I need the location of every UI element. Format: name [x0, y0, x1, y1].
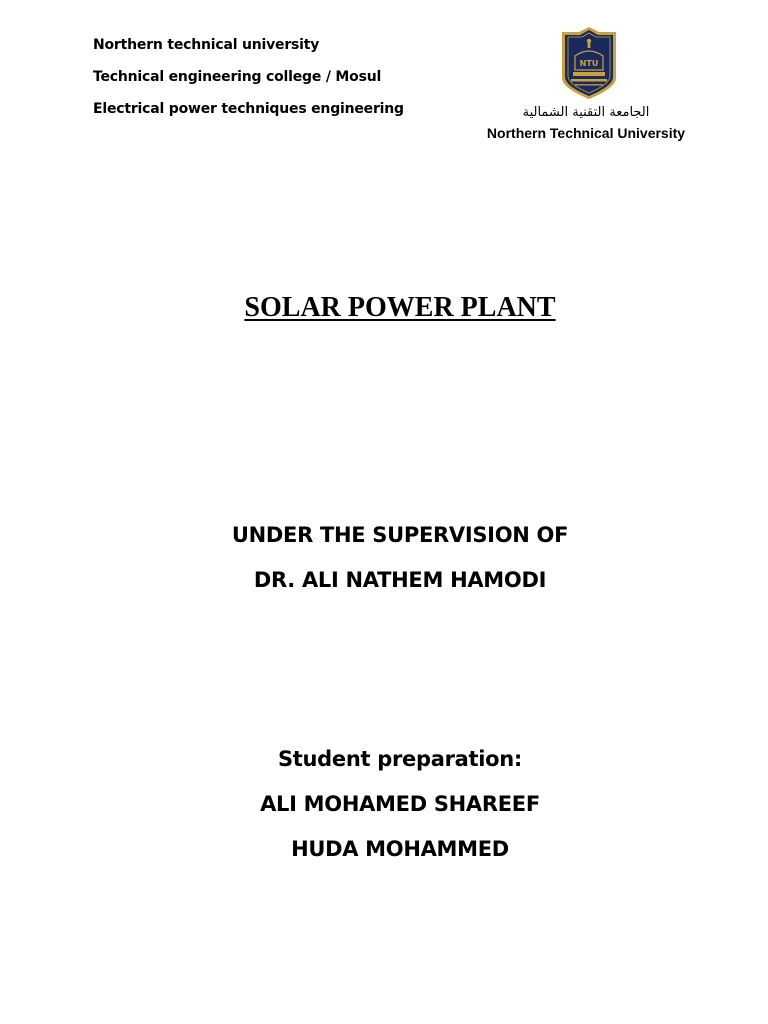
page-title: SOLAR POWER PLANT [244, 292, 556, 323]
logo-english-name: Northern Technical University [486, 125, 686, 141]
university-logo [468, 26, 704, 146]
university-name: Northern technical university [93, 37, 320, 53]
supervision-heading: UNDER THE SUPERVISION OF [231, 523, 569, 547]
university-crest-icon [558, 26, 620, 100]
student-name: HUDA MOHAMMED [291, 837, 509, 861]
institution-header [93, 34, 453, 130]
department-name: Electrical power techniques engineering [93, 101, 404, 117]
student-name: ALI MOHAMED SHAREEF [260, 792, 540, 816]
college-name: Technical engineering college / Mosul [93, 69, 382, 85]
logo-arabic-name: الجامعة التقنية الشمالية [522, 105, 650, 120]
supervisor-name: DR. ALI NATHEM HAMODI [253, 568, 547, 592]
svg-text:NTU: NTU [579, 59, 599, 68]
students-heading: Student preparation: [277, 747, 523, 771]
